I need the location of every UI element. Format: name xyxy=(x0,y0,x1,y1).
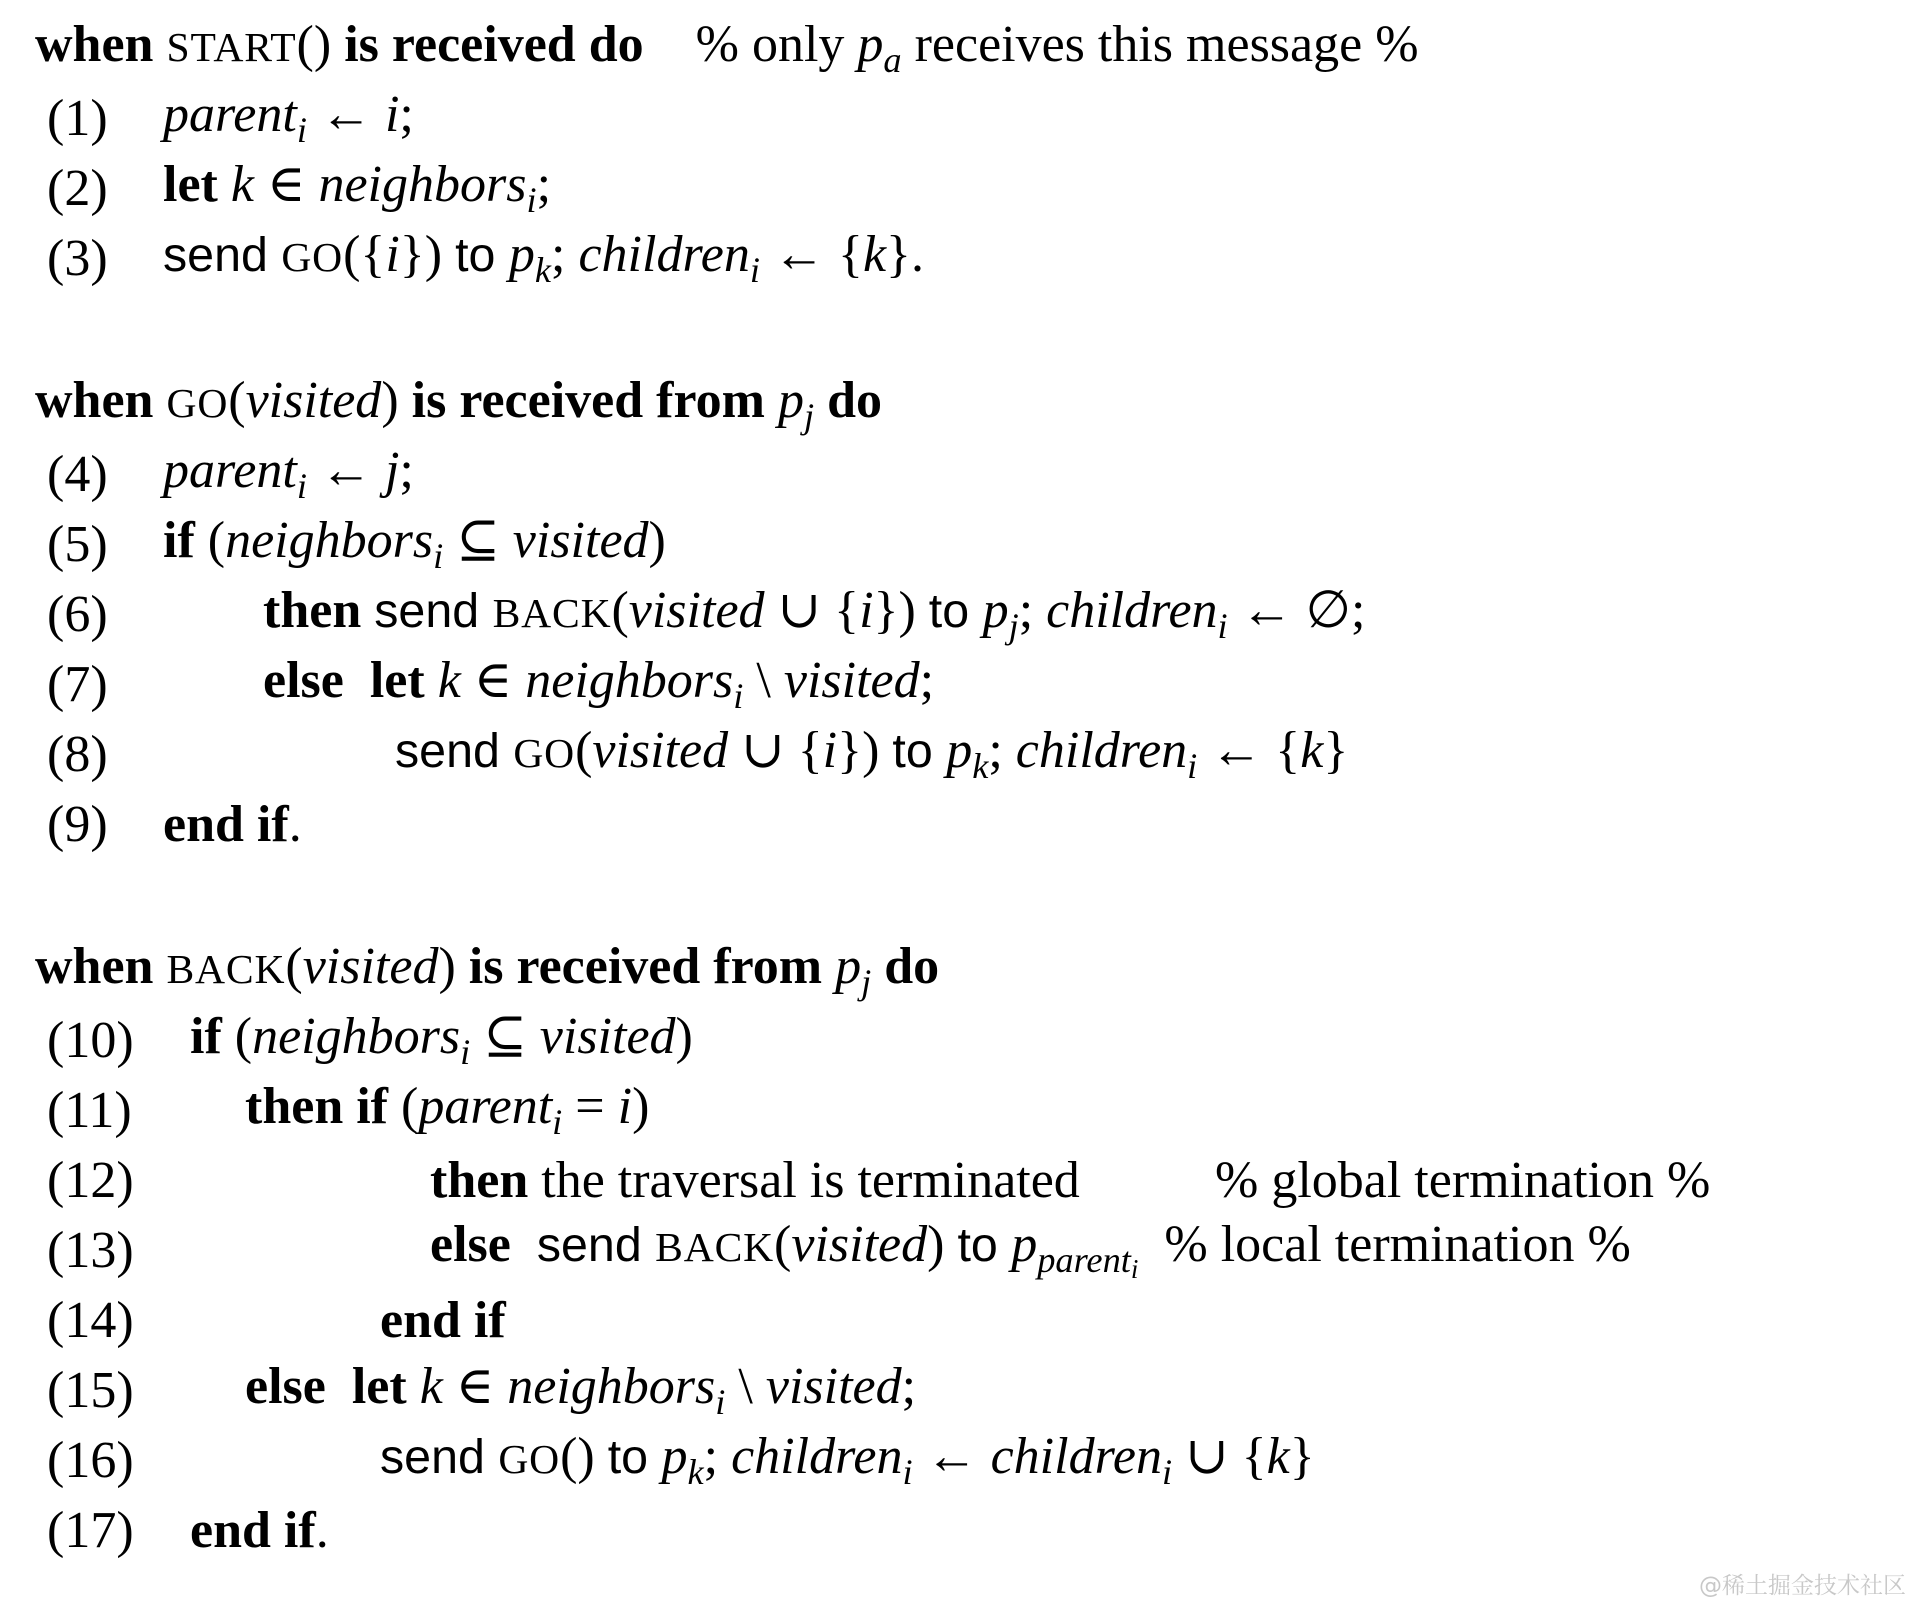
text: ∈ xyxy=(460,652,526,710)
subscript: parent xyxy=(1037,1240,1131,1280)
message-type: GO xyxy=(513,730,576,777)
subscript: i xyxy=(749,250,760,291)
line-number: (6) xyxy=(47,586,108,643)
variable: k xyxy=(437,652,461,710)
text: ∈ xyxy=(253,156,319,214)
text: . xyxy=(288,796,302,853)
operation: send xyxy=(163,228,282,283)
block-header xyxy=(35,370,1918,440)
variable: i xyxy=(384,86,400,144)
keyword: let xyxy=(163,156,231,214)
statement xyxy=(163,512,666,577)
text: . xyxy=(315,1502,329,1559)
keyword: let xyxy=(369,652,438,710)
line-number: (15) xyxy=(47,1362,134,1419)
variable: neighbors xyxy=(252,1008,461,1066)
keyword: if xyxy=(163,512,208,570)
variable: neighbors xyxy=(525,652,734,710)
code-line xyxy=(35,1426,1918,1496)
code-line xyxy=(35,1356,1918,1426)
block-header xyxy=(35,936,1918,1006)
variable: j xyxy=(384,442,400,500)
text: ∪ { xyxy=(1172,1428,1267,1486)
variable: visited xyxy=(539,1008,676,1066)
variable: i xyxy=(822,722,838,780)
message-type: GO xyxy=(281,234,344,281)
operation: send xyxy=(395,724,514,779)
operation: send xyxy=(374,584,493,639)
text: ⊆ xyxy=(470,1008,540,1066)
code-line xyxy=(35,154,1918,224)
subscript: i xyxy=(902,1452,913,1493)
line-number: (11) xyxy=(47,1082,132,1139)
subscript: i xyxy=(733,676,744,717)
subscript: i xyxy=(296,466,307,507)
text: ; xyxy=(703,1428,732,1486)
variable: children xyxy=(578,226,750,284)
line-number: (8) xyxy=(47,726,108,783)
keyword: then if xyxy=(245,1078,401,1136)
keyword: when xyxy=(35,16,167,74)
text: % only xyxy=(695,16,858,74)
variable: k xyxy=(1266,1428,1290,1486)
text: = xyxy=(562,1078,618,1136)
statement xyxy=(163,226,924,291)
operation: to xyxy=(928,584,983,639)
header-text xyxy=(35,16,1419,81)
line-number: (12) xyxy=(47,1152,134,1209)
keyword: when xyxy=(35,938,167,996)
code-line xyxy=(35,440,1918,510)
text: ; xyxy=(551,226,579,284)
keyword: when xyxy=(35,372,167,430)
statement xyxy=(380,1428,1315,1493)
text: ( xyxy=(611,582,629,640)
line-number: (5) xyxy=(47,516,108,573)
text: } xyxy=(1289,1428,1315,1486)
message-type: BACK xyxy=(166,946,286,993)
line-number: (3) xyxy=(47,230,108,287)
subscript: j xyxy=(803,396,815,437)
statement xyxy=(163,442,414,507)
text: ) xyxy=(438,938,469,996)
line-number: (16) xyxy=(47,1432,134,1489)
text: ( xyxy=(234,1008,253,1066)
text: ) xyxy=(381,372,412,430)
keyword: end if xyxy=(163,796,289,853)
keyword: let xyxy=(351,1358,420,1416)
subscript: i xyxy=(433,536,444,577)
text: ; xyxy=(919,652,935,710)
text: \ xyxy=(743,652,784,710)
variable: k xyxy=(230,156,254,214)
operation: to xyxy=(892,724,947,779)
keyword: if xyxy=(190,1008,235,1066)
statement xyxy=(163,156,552,221)
subscript: k xyxy=(687,1452,704,1493)
message-type: BACK xyxy=(492,590,612,637)
text: ) xyxy=(927,1216,958,1274)
text: } xyxy=(1323,722,1349,780)
variable: k xyxy=(419,1358,443,1416)
header-text xyxy=(35,372,882,437)
subscript: i xyxy=(526,180,537,221)
text: ) xyxy=(632,1078,650,1136)
keyword: is received from xyxy=(411,372,778,430)
operation: send xyxy=(536,1218,656,1273)
text: ; xyxy=(536,156,552,214)
text: () xyxy=(560,1428,608,1486)
keyword: end if xyxy=(380,1292,506,1349)
code-line xyxy=(35,510,1918,580)
variable: i xyxy=(385,226,400,284)
text: ( xyxy=(228,372,246,430)
subscript: i xyxy=(1187,746,1198,787)
statement xyxy=(163,86,414,151)
text: ; xyxy=(988,722,1016,780)
subscript: k xyxy=(534,250,552,291)
operation: send xyxy=(380,1430,499,1485)
variable: parent xyxy=(163,86,297,144)
keyword: else xyxy=(245,1358,326,1416)
variable: p xyxy=(946,722,973,780)
subscript: i xyxy=(552,1102,563,1143)
statement xyxy=(190,1502,329,1559)
line-number: (9) xyxy=(47,796,108,853)
message-type: START xyxy=(166,24,297,71)
code-line xyxy=(35,1076,1918,1146)
statement xyxy=(380,1292,506,1349)
line-number: (10) xyxy=(47,1012,134,1069)
text: % local termination % xyxy=(1164,1216,1631,1274)
subscript: j xyxy=(861,962,872,1003)
text: ← xyxy=(306,442,385,500)
text: ; xyxy=(901,1358,917,1416)
variable: i xyxy=(859,582,874,640)
variable: visited xyxy=(791,1216,928,1274)
keyword: else xyxy=(430,1216,511,1274)
code-line xyxy=(35,224,1918,294)
keyword: do xyxy=(814,372,882,430)
text: ( xyxy=(401,1078,419,1136)
variable: p xyxy=(835,938,862,996)
keyword: is received from xyxy=(468,938,836,996)
variable: visited xyxy=(592,722,729,780)
text: ← { xyxy=(759,226,863,284)
statement xyxy=(245,1358,917,1423)
text: ) xyxy=(648,512,666,570)
text: ; xyxy=(399,442,414,500)
variable: k xyxy=(862,226,887,284)
text: ; xyxy=(1018,582,1047,640)
text: ({ xyxy=(343,226,386,284)
text: ∈ xyxy=(442,1358,508,1416)
text: ) xyxy=(675,1008,693,1066)
line-number: (14) xyxy=(47,1292,134,1349)
statement xyxy=(395,722,1349,787)
line-number: (13) xyxy=(47,1222,134,1279)
keyword: end if xyxy=(190,1502,316,1559)
code-line xyxy=(35,1216,1918,1286)
text: the traversal is terminated xyxy=(541,1152,1080,1209)
keyword: then xyxy=(430,1152,542,1209)
variable: neighbors xyxy=(225,512,434,570)
variable: p xyxy=(508,226,535,284)
variable: visited xyxy=(783,652,920,710)
text: receives this message % xyxy=(901,16,1419,74)
line-number: (1) xyxy=(47,90,108,147)
text: ∪ { xyxy=(764,582,860,640)
variable: p xyxy=(982,582,1009,640)
header-text xyxy=(35,938,940,1003)
text: ( xyxy=(774,1216,792,1274)
text: ← ∅; xyxy=(1227,582,1366,640)
text: () xyxy=(296,16,345,74)
text: ( xyxy=(575,722,593,780)
variable: visited xyxy=(302,938,439,996)
statement xyxy=(263,652,935,717)
statement xyxy=(190,1008,693,1073)
subscript: k xyxy=(972,746,989,787)
variable: parent xyxy=(163,442,297,500)
code-line xyxy=(35,84,1918,154)
text: ← xyxy=(306,86,385,144)
block-header xyxy=(35,14,1918,84)
code-line xyxy=(35,790,1918,860)
line-number: (2) xyxy=(47,160,108,217)
variable: visited xyxy=(245,372,382,430)
subscript: i xyxy=(296,110,307,151)
keyword: is received do xyxy=(344,16,644,74)
code-line xyxy=(35,580,1918,650)
text: % global termination % xyxy=(1215,1152,1711,1209)
statement xyxy=(163,796,302,853)
text: ← { xyxy=(1197,722,1301,780)
variable: visited xyxy=(512,512,649,570)
variable: visited xyxy=(765,1358,902,1416)
keyword: else xyxy=(263,652,344,710)
code-line xyxy=(35,1286,1918,1356)
text: ( xyxy=(207,512,226,570)
variable: neighbors xyxy=(318,156,527,214)
watermark: @稀土掘金技术社区 xyxy=(1699,1573,1906,1599)
subscript: i xyxy=(460,1032,471,1073)
message-type: GO xyxy=(498,1436,561,1483)
text: ← xyxy=(912,1428,991,1486)
variable: p xyxy=(661,1428,688,1486)
operation: to xyxy=(455,228,509,283)
subscript: j xyxy=(1008,606,1019,647)
code-line xyxy=(35,1146,1918,1216)
line-number: (17) xyxy=(47,1502,134,1559)
line-number: (7) xyxy=(47,656,108,713)
message-type: BACK xyxy=(655,1224,775,1271)
code-line xyxy=(35,720,1918,790)
variable: p xyxy=(777,372,804,430)
algorithm-block xyxy=(35,14,1918,294)
variable: p xyxy=(857,16,884,74)
variable: visited xyxy=(628,582,765,640)
line-number: (4) xyxy=(47,446,108,503)
code-line xyxy=(35,1496,1918,1566)
variable: children xyxy=(990,1428,1162,1486)
sub-subscript: i xyxy=(1130,1253,1139,1284)
variable: children xyxy=(1015,722,1188,780)
subscript: i xyxy=(1217,606,1228,647)
algorithm-block xyxy=(35,370,1918,860)
statement xyxy=(430,1152,1711,1209)
statement xyxy=(263,582,1366,647)
subscript: i xyxy=(1161,1452,1173,1493)
text: }) xyxy=(873,582,929,640)
text: ⊆ xyxy=(443,512,513,570)
operation: to xyxy=(607,1430,662,1485)
algorithm-block xyxy=(35,936,1918,1566)
statement xyxy=(430,1216,1631,1284)
code-line xyxy=(35,650,1918,720)
keyword: then xyxy=(263,582,375,640)
variable: children xyxy=(1046,582,1218,640)
variable: children xyxy=(731,1428,903,1486)
text: }) xyxy=(837,722,893,780)
code-line xyxy=(35,1006,1918,1076)
text: \ xyxy=(725,1358,766,1416)
variable: k xyxy=(1300,722,1324,780)
keyword: do xyxy=(871,938,940,996)
variable: neighbors xyxy=(507,1358,716,1416)
text: ; xyxy=(399,86,414,144)
variable: p xyxy=(1011,1216,1038,1274)
operation: to xyxy=(957,1218,1012,1273)
text: }. xyxy=(886,226,924,284)
variable: parent xyxy=(418,1078,553,1136)
subscript: a xyxy=(883,40,902,81)
text: }) xyxy=(399,226,456,284)
statement xyxy=(245,1078,650,1143)
message-type: GO xyxy=(166,380,229,427)
text: ( xyxy=(285,938,303,996)
text: ∪ { xyxy=(728,722,823,780)
variable: i xyxy=(617,1078,633,1136)
subscript: i xyxy=(715,1382,726,1423)
